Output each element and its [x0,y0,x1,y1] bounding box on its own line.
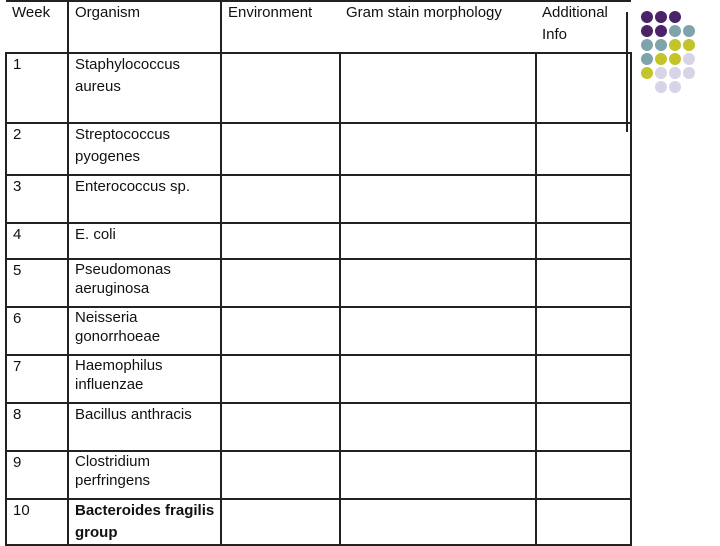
additional-info-cell[interactable] [536,175,631,223]
organism-cell: Neisseria gonorrhoeae [68,307,221,355]
decorative-dot [669,67,681,79]
header-row [6,1,631,53]
environment-cell[interactable] [221,259,340,307]
organism-cell: Bacillus anthracis [68,403,221,451]
gram-stain-cell[interactable] [340,123,536,175]
organism-table [5,0,632,546]
table-row [6,123,631,175]
gram-stain-cell[interactable] [340,355,536,403]
additional-info-cell[interactable] [536,223,631,259]
gram-stain-cell[interactable] [340,451,536,499]
environment-cell[interactable] [221,53,340,123]
decorative-dot [683,53,695,65]
decorative-dot-grid [640,10,710,120]
environment-cell[interactable] [221,123,340,175]
environment-cell[interactable] [221,307,340,355]
week-cell: 9 [6,451,68,499]
organism-cell: Enterococcus sp. [68,175,221,223]
decorative-dot [669,11,681,23]
decorative-dot [683,25,695,37]
additional-info-cell[interactable] [536,451,631,499]
organism-cell: E. coli [68,223,221,259]
additional-info-cell[interactable] [536,499,631,545]
organism-cell: Haemophilus influenzae [68,355,221,403]
environment-cell[interactable] [221,355,340,403]
organism-cell: Clostridium perfringens [68,451,221,499]
table-row [6,403,631,451]
header-environment: Environment [221,1,340,53]
divider-line [626,12,628,132]
week-cell: 5 [6,259,68,307]
decorative-dot [641,11,653,23]
decorative-dot [683,67,695,79]
organism-cell: Pseudomonas aeruginosa [68,259,221,307]
decorative-dot [641,67,653,79]
environment-cell[interactable] [221,403,340,451]
organism-cell: Streptococcus pyogenes [68,123,221,175]
decorative-dot [655,11,667,23]
decorative-dot [669,39,681,51]
decorative-dot [641,25,653,37]
organism-cell: Staphylococcus aureus [68,53,221,123]
table-row [6,451,631,499]
environment-cell[interactable] [221,175,340,223]
additional-info-cell[interactable] [536,307,631,355]
table-row [6,259,631,307]
decorative-dot [641,53,653,65]
decorative-dot [655,81,667,93]
table-row [6,175,631,223]
gram-stain-cell[interactable] [340,259,536,307]
header-gram-stain: Gram stain morphology [340,1,536,53]
decorative-dot [641,39,653,51]
week-cell: 8 [6,403,68,451]
table-row [6,307,631,355]
organism-cell: Bacteroides fragilis group [68,499,221,545]
week-cell: 7 [6,355,68,403]
gram-stain-cell[interactable] [340,307,536,355]
week-cell: 2 [6,123,68,175]
table-row [6,53,631,123]
decorative-dot [669,25,681,37]
decorative-dot [655,67,667,79]
decorative-dot [655,39,667,51]
decorative-dot [655,53,667,65]
table-row [6,355,631,403]
decorative-dot [683,39,695,51]
additional-info-cell[interactable] [536,123,631,175]
additional-info-cell[interactable] [536,259,631,307]
gram-stain-cell[interactable] [340,175,536,223]
week-cell: 10 [6,499,68,545]
additional-info-cell[interactable] [536,403,631,451]
header-additional-info: Additional Info [536,1,631,53]
table-row [6,223,631,259]
gram-stain-cell[interactable] [340,53,536,123]
gram-stain-cell[interactable] [340,499,536,545]
week-cell: 3 [6,175,68,223]
environment-cell[interactable] [221,223,340,259]
environment-cell[interactable] [221,451,340,499]
gram-stain-cell[interactable] [340,403,536,451]
decorative-dot [669,53,681,65]
header-week: Week [6,1,68,53]
decorative-dot [655,25,667,37]
decorative-dot [669,81,681,93]
week-cell: 6 [6,307,68,355]
gram-stain-cell[interactable] [340,223,536,259]
table-row [6,499,631,545]
header-organism: Organism [68,1,221,53]
week-cell: 1 [6,53,68,123]
additional-info-cell[interactable] [536,355,631,403]
additional-info-cell[interactable] [536,53,631,123]
environment-cell[interactable] [221,499,340,545]
week-cell: 4 [6,223,68,259]
